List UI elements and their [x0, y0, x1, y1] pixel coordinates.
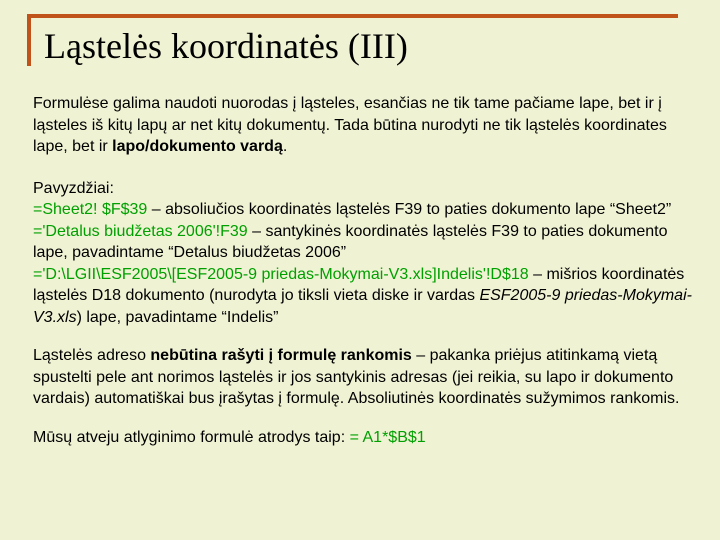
example-2-description: – santykinės koordinatės ląstelės F39 to paties dokumento lape, pavadintame “Detalus biudžetas 2006”	[33, 222, 668, 261]
address-rest: – pakanka priėjus atitinkamą vietą spustelti pele ant norimos ląstelės ir jos santykinis adresas (jei reikia, su lapo ir dokumento vardais) automatiškai bus įrašytas į formulę. Absoliutinės koordinatės sužymimos rankomis.	[33, 347, 680, 407]
title-frame-top-border	[27, 14, 678, 18]
final-text: Mūsų atveju atlyginimo formulė atrodys taip:	[33, 428, 350, 446]
example-1-formula: =Sheet2! $F$39	[33, 201, 148, 218]
final-formula: = A1*$B$1	[349, 428, 426, 446]
example-1-description: – absoliučios koordinatės ląstelės F39 to paties dokumento lape “Sheet2”	[147, 201, 672, 218]
examples-paragraph	[33, 178, 703, 329]
example-2-formula: ='Detalus biudžetas 2006'!F39	[33, 222, 248, 240]
slide-body	[33, 93, 703, 448]
slide-title: Ląstelės koordinatės (III)	[44, 26, 408, 66]
address-bold-text: nebūtina rašyti į formulę rankomis	[150, 347, 412, 364]
example-3-description: – mišrios koordinatės ląstelės D18 dokumento (nurodyta jo tiksli vieta diske ir vardas	[33, 265, 685, 304]
intro-end: .	[282, 138, 288, 155]
example-3-end: ) lape, pavadintame “Indelis”	[76, 308, 279, 326]
intro-paragraph	[33, 93, 703, 158]
example-3-filename: ESF2005-9 priedas-Mokymai-V3.xls	[33, 287, 692, 326]
spacer	[33, 410, 703, 427]
intro-bold-text: lapo/dokumento vardą	[112, 138, 283, 155]
examples-heading: Pavyzdžiai:	[33, 179, 114, 197]
address-start: Ląstelės adreso	[33, 347, 151, 364]
intro-text: Formulėse galima naudoti nuorodas į ląsteles, esančias ne tik tame pačiame lape, bet ir į ląsteles iš kitų lapų ar net kitų dokumentų. Tada būtina nurodyti ne tik ląstelės koordinates lape, bet ir	[33, 95, 667, 155]
spacer	[33, 328, 703, 345]
spacer	[33, 158, 703, 178]
final-paragraph	[33, 427, 703, 449]
example-3-formula: ='D:\LGII\ESF2005\[ESF2005-9 priedas-Mokymai-V3.xls]Indelis'!D$18	[33, 265, 529, 283]
address-paragraph	[33, 345, 703, 410]
title-frame-left-border	[27, 14, 31, 66]
